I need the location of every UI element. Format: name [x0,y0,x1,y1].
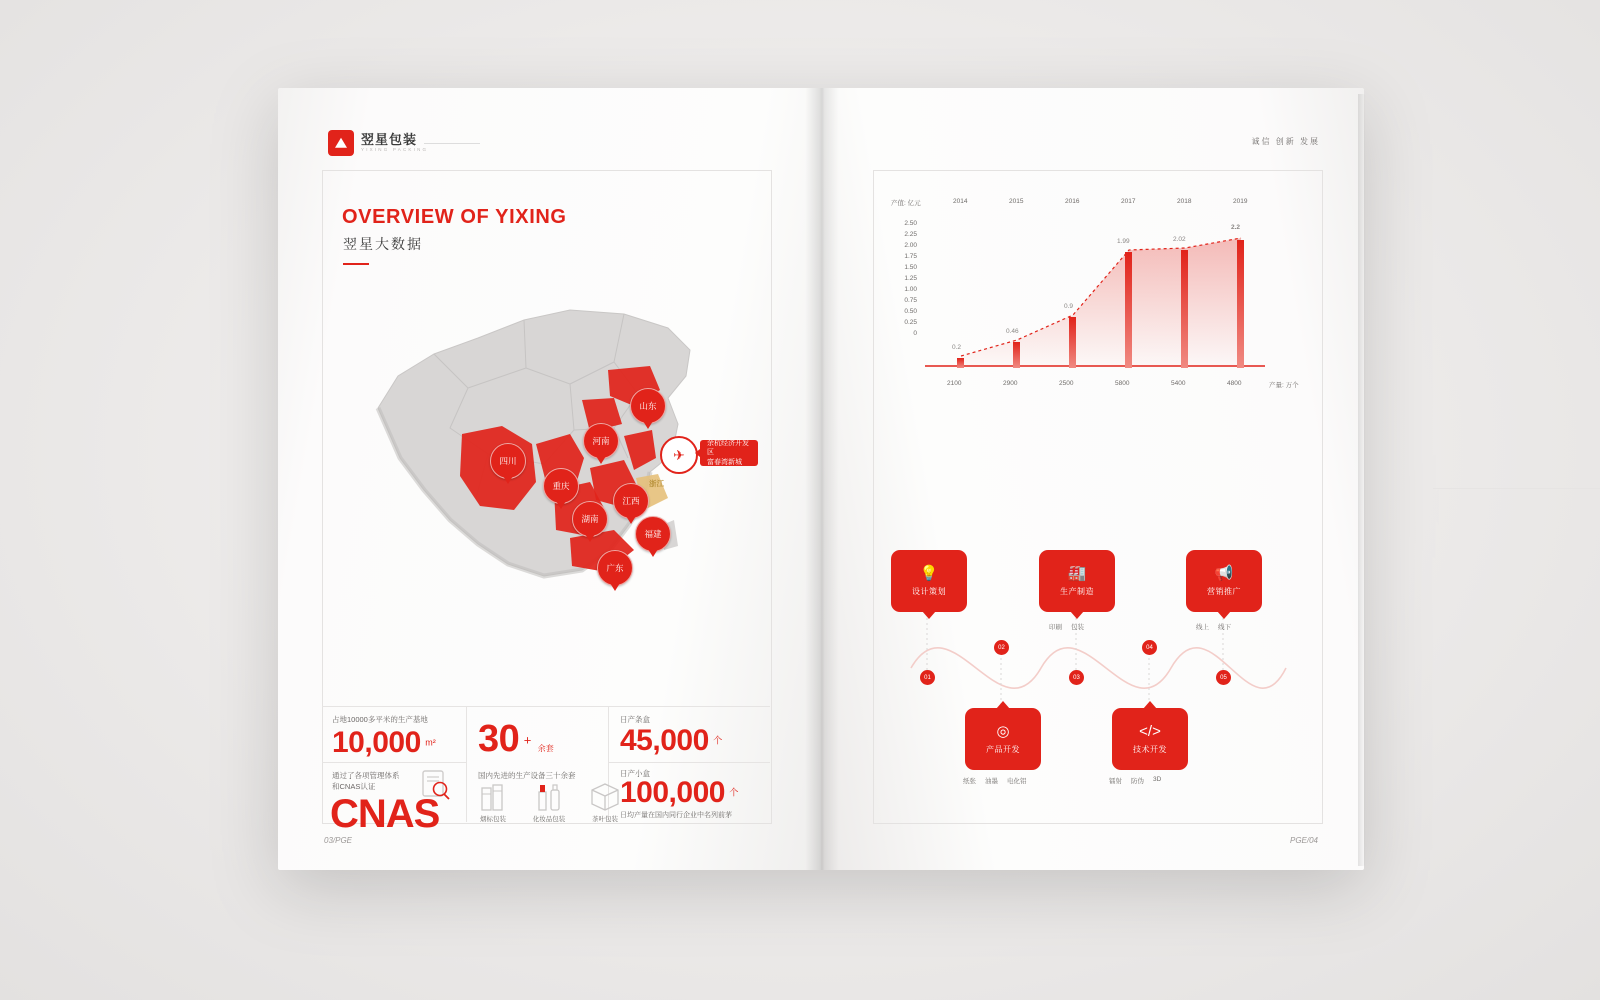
code-icon: </> [1139,722,1161,740]
cnas-label: CNAS [330,792,440,836]
product-icon-label-1: 化妆品包装 [532,816,566,823]
chart-xtick-4: 2018 [1177,198,1192,205]
right-page [821,88,1364,870]
chart-trend-svg [925,220,1265,368]
map-pin-label: 四川 [499,456,517,466]
chart-secondary-4: 5400 [1171,380,1186,387]
left-page-number: 03/PGE [324,836,353,845]
stat-note-output: 日均产量在国内同行企业中名列前茅 [620,812,732,819]
right-section-divider [1433,488,1600,489]
map-pin-fujian[interactable] [635,516,671,552]
flow-title-1: 产品开发 [986,744,1020,754]
chart-secondary-0: 2100 [947,380,962,387]
cnas-caption-2: 和CNAS认证 [332,782,376,792]
chart-ytick-7: 0.75 [904,297,917,304]
map-pin-guangdong[interactable] [597,550,633,586]
chart-ytick-2: 2.00 [904,242,917,249]
flow-subs-4 [1196,622,1231,631]
flow-subs-3 [1109,776,1161,785]
right-page-number: PGE/04 [1289,836,1318,845]
brochure-spread [278,88,1364,870]
map-province-label-zhejiang: 浙江 [649,479,664,488]
map-pin-label: 湖南 [581,514,599,524]
cigarette-pack-icon [478,780,508,814]
chart-value-1: 0.46 [1006,328,1019,335]
chart-secondary-5: 4800 [1227,380,1242,387]
brand-logo [328,130,428,156]
map-pin-jiangxi[interactable] [613,483,649,519]
chart-ytick-6: 1.00 [904,286,917,293]
chart-ytick-0: 2.50 [904,220,917,227]
stat-unit-equipment: 余套 [537,744,554,753]
flow-card-technology[interactable] [1112,708,1188,770]
stat-caption-strip-box: 日产条盒 [620,715,650,724]
chart-xtick-1: 2015 [1009,198,1024,205]
product-icon: ◎ [996,722,1010,740]
chart-ytick-9: 0.25 [904,319,917,326]
stats-strip [322,706,770,836]
stat-value-strip-box: 45,000 [620,724,709,757]
stat-value-area: 10,000 [332,726,421,759]
flow-title-0: 设计策划 [912,586,946,596]
brand-name-cn: 翌星包装 [361,132,418,148]
right-header-slogan: 诚信 创新 发展 [1251,137,1320,146]
chart-bar-1 [1013,342,1020,368]
flow-number-3: 04 [1142,640,1157,655]
chart-bar-2 [1069,317,1076,368]
chart-xtick-2: 2016 [1065,198,1080,205]
chart-ytick-5: 1.25 [904,275,917,282]
flow-sub-3-2: 3D [1153,776,1162,783]
logo-divider [424,143,480,144]
stat-unit-small-box: 个 [729,787,739,798]
flow-subs-2 [1049,622,1084,631]
callout-line-2: 富春湾新城 [707,458,742,466]
flow-number-4: 05 [1216,670,1231,685]
stat-unit-area: m² [425,737,436,748]
map-pin-label: 福建 [644,529,662,539]
chart-ytick-4: 1.50 [904,264,917,271]
stat-sup-equipment: + [523,732,532,748]
chart-value-5: 2.2 [1231,224,1241,231]
map-pin-label: 重庆 [552,481,570,491]
cosmetics-icon [534,780,564,814]
product-icon-label-0: 烟标包装 [480,816,506,823]
flow-number-2: 03 [1069,670,1084,685]
flow-sub-4-0: 线上 [1196,624,1209,631]
product-icon-label-2: 茶叶包装 [592,816,618,823]
left-page [278,88,821,870]
flow-card-product[interactable] [965,708,1041,770]
chart-bar-5 [1237,240,1244,368]
flow-title-2: 生产制造 [1060,586,1094,596]
chart-bar-3 [1125,252,1132,368]
chart-ytick-3: 1.75 [904,253,917,260]
chart-value-0: 0.2 [952,344,962,351]
stat-value-small-box: 100,000 [620,776,725,809]
flow-sub-4-1: 线下 [1218,624,1231,631]
headquarters-marker-icon[interactable]: ✈ [660,436,698,474]
flow-number-0: 01 [920,670,935,685]
flow-card-marketing[interactable] [1186,550,1262,612]
map-pin-henan[interactable] [583,423,619,459]
chart-ytick-8: 0.50 [904,308,917,315]
page-title-en: OVERVIEW OF YIXING [342,206,567,228]
map-pin-hunan[interactable] [572,501,608,537]
brand-name-en: YIXING PACKING [361,147,429,153]
chart-secondary-3: 5800 [1115,380,1130,387]
map-pin-label: 河南 [592,436,610,446]
chart-ylabel: 产值: 亿元 [891,200,921,207]
flow-title-3: 技术开发 [1133,744,1167,754]
chart-secondary-1: 2900 [1003,380,1018,387]
flow-card-design[interactable] [891,550,967,612]
map-pin-sichuan[interactable] [490,443,526,479]
factory-icon: 🏭 [1067,564,1087,582]
bulb-icon: 💡 [919,564,939,582]
flow-subs-1 [963,776,1027,785]
chart-secondary-2: 2500 [1059,380,1074,387]
megaphone-icon: 📢 [1214,564,1234,582]
flow-card-manufacture[interactable] [1039,550,1115,612]
chart-xtick-5: 2019 [1233,198,1248,205]
logo-mark-icon [328,130,354,156]
chart-value-4: 2.02 [1173,236,1186,243]
headquarters-callout [700,440,758,466]
cnas-caption-1: 通过了各项管理体系 [332,771,400,780]
flow-title-4: 营销推广 [1207,586,1241,596]
chart-ytick-group [891,220,917,337]
chart-value-3: 1.99 [1117,238,1130,245]
callout-line-1: 余杭经济开发区 [707,439,749,457]
china-map-svg [338,258,758,618]
page-title-cn: 翌星大数据 [343,236,423,252]
chart-ytick-1: 2.25 [904,231,917,238]
stat-caption-small-box: 日产小盒 [620,769,650,778]
flow-sub-1-1: 油墨 [985,778,998,785]
chart-value-2: 0.9 [1064,303,1074,310]
production-chart [891,198,1305,398]
chart-xtick-3: 2017 [1121,198,1136,205]
flow-sub-3-1: 防伪 [1131,778,1144,785]
chart-bar-0 [957,358,964,368]
map-pin-label: 江西 [622,496,640,506]
chart-bar-4 [1181,250,1188,368]
map-pin-label: 山东 [639,401,657,411]
flow-sub-1-2: 电化铝 [1007,778,1027,785]
flow-sub-2-0: 印刷 [1049,624,1062,631]
chart-ytick-10: 0 [913,330,917,337]
stat-value-equipment: 30 [478,718,520,760]
flow-number-1: 02 [994,640,1009,655]
map-pin-shandong[interactable] [630,388,666,424]
flow-sub-3-0: 镭射 [1109,778,1122,785]
china-map [338,258,758,618]
flow-sub-2-1: 包装 [1071,624,1084,631]
flow-sub-1-0: 纸张 [963,778,976,785]
box-icon [588,780,622,814]
map-pin-label: 广东 [606,563,624,573]
stat-caption-equipment: 国内先进的生产设备三十余套 [478,771,576,780]
process-flow [891,518,1301,808]
chart-xtick-0: 2014 [953,198,968,205]
stat-caption-area: 占地10000多平米的生产基地 [332,715,428,724]
map-pin-chongqing[interactable] [543,468,579,504]
chart-xlabel: 产量: 万个 [1269,382,1299,389]
stat-unit-strip-box: 个 [713,735,723,746]
chart-plot-area [925,220,1265,368]
